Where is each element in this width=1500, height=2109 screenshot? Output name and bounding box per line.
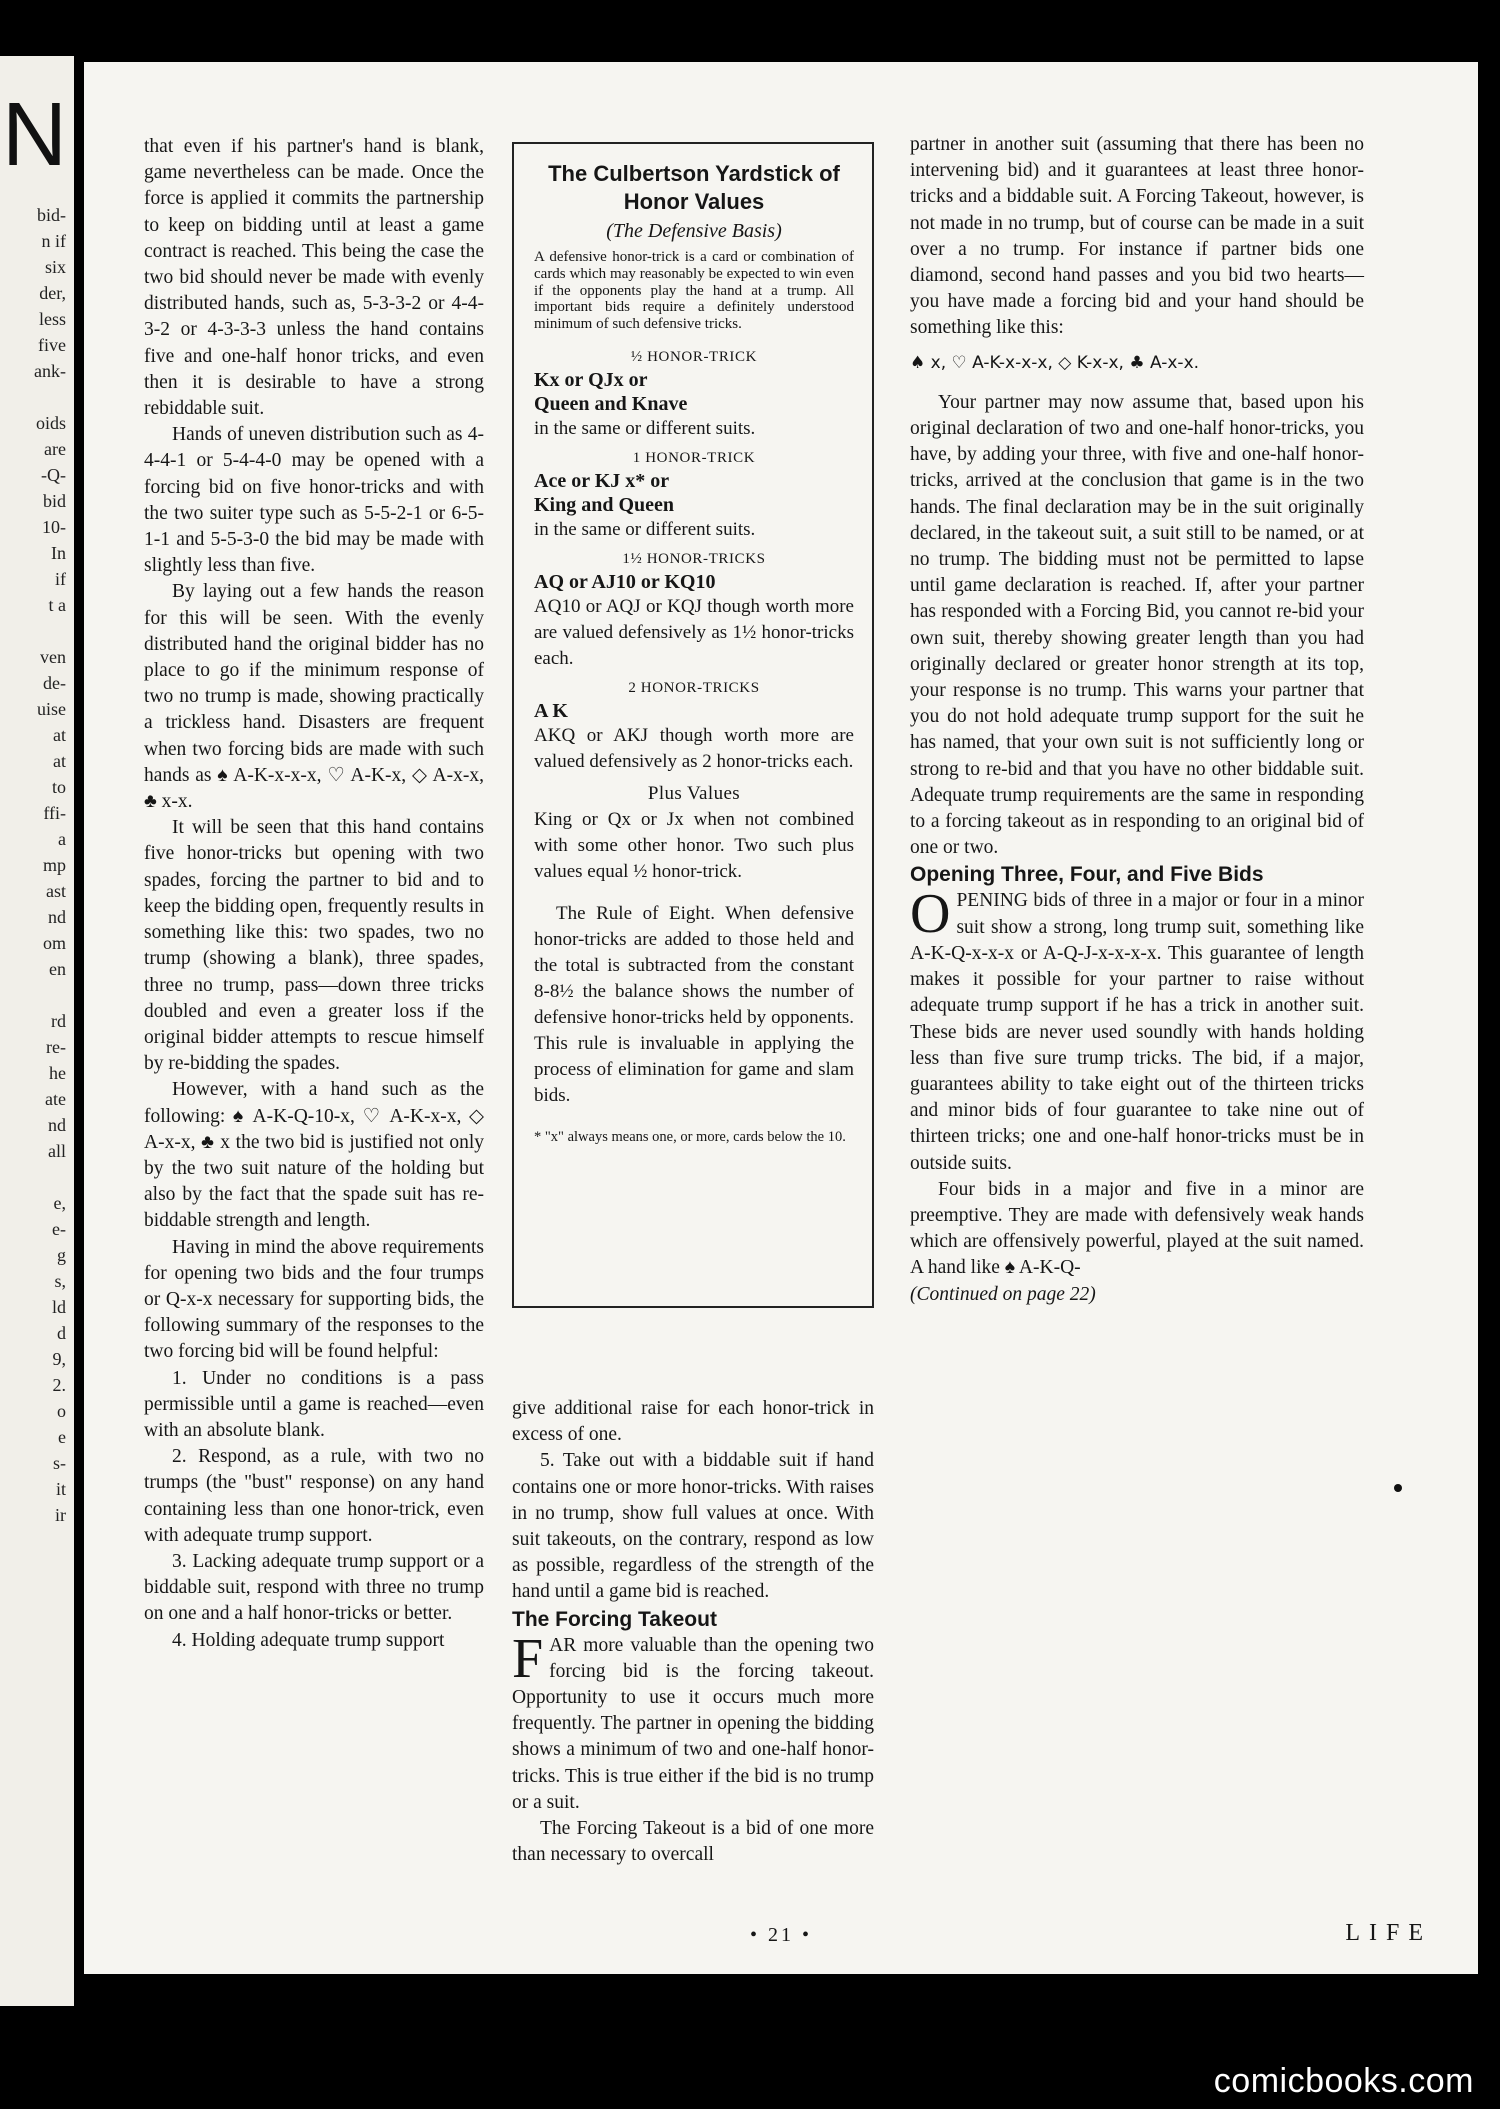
sidebar-title: The Culbertson Yardstick of Honor Values (548, 161, 840, 214)
half-honor-trick-heading: ½ HONOR-TRICK (630, 348, 758, 365)
previous-page-fragment: bid (42, 491, 66, 511)
column-1 (144, 134, 484, 1654)
previous-page-fragment: rd (51, 1011, 66, 1031)
one-honor-trick-text: in the same or different suits. (534, 518, 756, 540)
yardstick-sidebar-box (512, 142, 874, 1308)
previous-page-fragment: 2. (52, 1375, 66, 1395)
col2-para-1: give additional raise for each honor-trick in excess of one. (512, 1398, 874, 1446)
col1-para-6: Having in mind the above requirements for opening two bids and the four trumps or Q-x-x necessary for supporting bids, the following summary of the responses to the two forcing bid will be found helpful: (144, 1236, 484, 1363)
previous-page-fragment: nd (48, 1115, 66, 1135)
previous-page-fragment: five (38, 335, 66, 355)
one-honor-trick-cards-2: King and Queen (534, 493, 675, 516)
col1-para-5: However, with a hand such as the following: ♠ A-K-Q-10-x, ♡ A-K-x-x, ◇ A-x-x, ♣ x the two bid is justified not only by the two suit nature of the holding but also by the fact that the spade suit has re-biddable strength and length. (144, 1079, 484, 1232)
previous-page-fragment: de- (43, 673, 66, 693)
previous-page-fragment: less (39, 309, 66, 329)
plus-values-text: King or Qx or Jx when not combined with some other honor. Two such plus values equal ½ honor-trick. (534, 808, 854, 882)
previous-page-fragment: en (49, 959, 66, 979)
previous-page-fragment: e- (52, 1219, 66, 1239)
page-speck (1394, 1484, 1402, 1492)
previous-page-fragment: to (51, 777, 66, 797)
col3-hand-example: ♠ x, ♡ A-K-x-x-x, ◇ K-x-x, ♣ A-x-x. (910, 352, 1200, 373)
one-half-honor-tricks-heading: 1½ HONOR-TRICKS (622, 550, 766, 567)
previous-page-fragment: uise (37, 699, 66, 719)
previous-page-fragment: der, (39, 283, 66, 303)
half-honor-trick-cards-1: Kx or QJx or (534, 368, 648, 391)
previous-page-fragment: ate (45, 1089, 66, 1109)
half-honor-trick-text: in the same or different suits. (534, 417, 756, 439)
sidebar-intro: A defensive honor-trick is a card or combination of cards which may reasonably be expected to win even if the opponents play the hand at a trump. All important bids require a definitely understood minimum of such defensive tricks. (534, 249, 854, 333)
col3-para-1: partner in another suit (assuming that there has been no intervening bid) and it guarantees at least three honor-tricks and a biddable suit. A Forcing Takeout, however, is not made in no trump, but of course can be made in a suit over a no trump. For instance if partner bids one diamond, second hand passes and you bid two hearts—you have made a forcing bid and your hand should be something like this: (910, 134, 1364, 339)
previous-page-large-letter: N (2, 85, 67, 185)
previous-page-fragment: re- (46, 1037, 66, 1057)
previous-page-fragment: are (44, 439, 66, 459)
previous-page-fragment: -Q- (41, 465, 66, 485)
col1-para-9: 3. Lacking adequate trump support or a biddable suit, respond with three no trump on one and a half honor-tricks or better. (144, 1550, 484, 1625)
previous-page-fragment: 10- (42, 517, 66, 537)
previous-page-fragment: s, (54, 1271, 66, 1291)
previous-page-fragment: ast (46, 881, 66, 901)
col1-para-1: that even if his partner's hand is blank, game nevertheless can be made. Once the force is applied it commits the partnership to keep on bidding until at least a game contract is reached. This being the case the two bid should never be made with evenly distributed hands, such as, 5-3-3-2 or 4-4-3-2 or 4-3-3-3 unless the hand contains five and one-half honor tricks, and even then it is desirable to have a strong rebiddable suit. (144, 136, 484, 420)
rule-of-eight: The Rule of Eight. When defensive honor-tricks are added to those held and the total is subtracted from the constant 8-8½ the balance shows the number of defensive honor-tricks held by opponents. This rule is invaluable in applying the process of elimination for game and slam bids. (534, 902, 854, 1106)
previous-page-fragment: nd (48, 907, 66, 927)
previous-page-fragment: it (55, 1479, 66, 1499)
col1-para-10: 4. Holding adequate trump support (172, 1629, 445, 1651)
drop-cap-o: O (910, 883, 951, 946)
one-honor-trick-cards-1: Ace or KJ x* or (534, 469, 670, 492)
previous-page-fragment: e, (53, 1193, 66, 1213)
site-watermark: comicbooks.com (1213, 2062, 1474, 2100)
previous-page-fragment: d (57, 1323, 66, 1343)
col1-para-8: 2. Respond, as a rule, with two no trumps (the "bust" response) on any hand containing less than one honor-trick, even with adequate trump support. (144, 1446, 484, 1546)
col2-para-2: 5. Take out with a biddable suit if hand contains one or more honor-tricks. With raises in no trump, show full values at once. With suit takeouts, on the contrary, respond as low as possible, regardless of the strength of the hand until a game bid is reached. (512, 1450, 874, 1603)
previous-page-fragment: all (48, 1141, 66, 1161)
two-honor-tricks-heading: 2 HONOR-TRICKS (628, 679, 760, 696)
previous-page-fragment: at (53, 725, 66, 745)
col3-para-3-text: PENING bids of three in a major or four in a minor suit show a strong, long trump suit, something like A-K-Q-x-x-x or A-Q-J-x-x-x-x. This guarantee of length makes it possible for your partner to raise without adequate trump support if he has a trick in another suit. These bids are never used soundly with hands holding less than five sure trump tricks. The bid, if a major, guarantees ability to take eight out of the thirteen tricks and minor bids of four guarantee to take nine out of thirteen tricks; one and one-half honor-tricks must be in outside suits. (910, 890, 1364, 1174)
previous-page-fragment: bid- (37, 205, 66, 225)
one-half-honor-tricks-cards: AQ or AJ10 or KQ10 (534, 570, 716, 593)
magazine-page (84, 62, 1478, 1974)
previous-page-fragment: t a (48, 595, 66, 615)
previous-page-fragment: g (57, 1245, 66, 1265)
previous-page-fragment: mp (42, 855, 66, 875)
previous-page-edge (0, 56, 74, 2006)
one-honor-trick-heading: 1 HONOR-TRICK (632, 449, 756, 466)
drop-cap-f: F (512, 1627, 544, 1690)
previous-page-fragment: at (53, 751, 66, 771)
sidebar-footnote: * "x" always means one, or more, cards below the 10. (534, 1128, 846, 1145)
col3-para-3 (910, 883, 1364, 1176)
two-honor-tricks-text: AKQ or AKJ though worth more are valued defensively as 2 honor-tricks each. (534, 724, 854, 772)
previous-page-fragment: ld (51, 1297, 66, 1317)
previous-page-fragment: a (58, 829, 66, 849)
col3-para-2: Your partner may now assume that, based upon his original declaration of two and one-half honor-tricks, you have, by adding your three, with five and one-half honor-tricks, arrived at the conclusion that game is in the two hands. The final declaration may be in the suit originally declared, in the takeout suit, a suit still to be named, or at no trump. The bidding must not be permitted to lapse until game declaration is reached. If, after your partner has responded with a Forcing Bid, you cannot re-bid your own suit, thereby showing greater length than you had originally declared or greater honor strength at its top, your response is no trump. This warns your partner that you do not hold adequate trump support for the suit he has named, that your own suit is not sufficiently long or strong to re-bid and that you have no other biddable suit. Adequate trump requirements are the same in responding to a forcing takeout as in responding to an original bid of one or two. (910, 391, 1364, 859)
half-honor-trick-cards-2: Queen and Knave (534, 392, 688, 415)
previous-page-fragment: oids (35, 413, 66, 433)
previous-page-fragment: om (42, 933, 66, 953)
col2-para-4: The Forcing Takeout is a bid of one more than necessary to overcall (512, 1818, 874, 1866)
previous-page-fragment: if (55, 569, 66, 589)
continued-note: (Continued on page 22) (910, 1283, 1096, 1305)
previous-page-fragment: ven (40, 647, 66, 667)
col1-para-4: It will be seen that this hand contains five honor-tricks but opening with two spades, forcing the partner to bid and to keep the bidding open, frequently results in something like this: two spades, two no trump (showing a blank), three spades, three no trump, pass—down three tricks doubled and even a greater loss if the original bidder attempts to rescue himself by re-bidding the spades. (144, 817, 484, 1075)
forcing-takeout-heading: The Forcing Takeout (512, 1607, 717, 1631)
previous-page-fragment: ffi- (43, 803, 66, 823)
previous-page-fragment: ir (55, 1505, 66, 1525)
previous-page-fragment: e (58, 1427, 66, 1447)
col3-para-4: Four bids in a major and five in a minor are preemptive. They are made with defensively weak hands which are offensively powerful, played at the suit named. A hand like ♠ A-K-Q- (910, 1178, 1364, 1279)
col2-para-3 (512, 1627, 874, 1816)
previous-page-fragment: s- (53, 1453, 66, 1473)
sidebar-subtitle: (The Defensive Basis) (606, 220, 782, 242)
plus-values-heading: Plus Values (647, 782, 741, 804)
column-3 (910, 132, 1364, 1308)
previous-page-fragment: In (51, 543, 66, 563)
previous-page-fragment: six (44, 257, 66, 277)
col1-para-2: Hands of uneven distribution such as 4-4-4-1 or 5-4-4-0 may be opened with a forcing bid on five honor-tricks and with the two suiter type such as 5-5-2-1 or 6-5-1-1 and 5-5-3-0 the bid may be made with slightly less than five. (144, 424, 484, 577)
one-half-honor-tricks-text: AQ10 or AQJ or KQJ though worth more are valued defensively as 1½ honor-tricks each. (534, 595, 854, 669)
previous-page-fragment: ank- (34, 361, 66, 381)
two-honor-tricks-cards: A K (534, 699, 568, 722)
previous-page-fragment: he (49, 1063, 66, 1083)
previous-page-fragment: 9, (52, 1349, 66, 1369)
previous-page-fragment: n if (41, 231, 66, 251)
page-number: • 21 • (749, 1924, 812, 1946)
col1-para-3: By laying out a few hands the reason for this will be seen. With the evenly distributed hand the original bidder has no place to go if the minimum response of two no trump is made, showing practically a trickless hand. Disasters are frequent when two forcing bids are made with such hands as ♠ A-K-x-x-x, ♡ A-K-x, ◇ A-x-x, ♣ x-x. (144, 581, 484, 813)
col1-para-7: 1. Under no conditions is a pass permissible until a game is reached—even with an absolute blank. (144, 1367, 484, 1441)
column-2-lower (512, 1396, 874, 1868)
previous-page-fragment: o (57, 1401, 66, 1421)
opening-three-four-five-heading: Opening Three, Four, and Five Bids (910, 863, 1264, 887)
col2-para-3-text: AR more valuable than the opening two forcing bid is the forcing takeout. Opportunity to use it occurs much more frequently. The partner in opening the bidding shows a minimum of two and one-half honor-tricks. This is true either if the bid is no trump or a suit. (512, 1634, 874, 1813)
magazine-name: LIFE (1345, 1920, 1432, 1946)
